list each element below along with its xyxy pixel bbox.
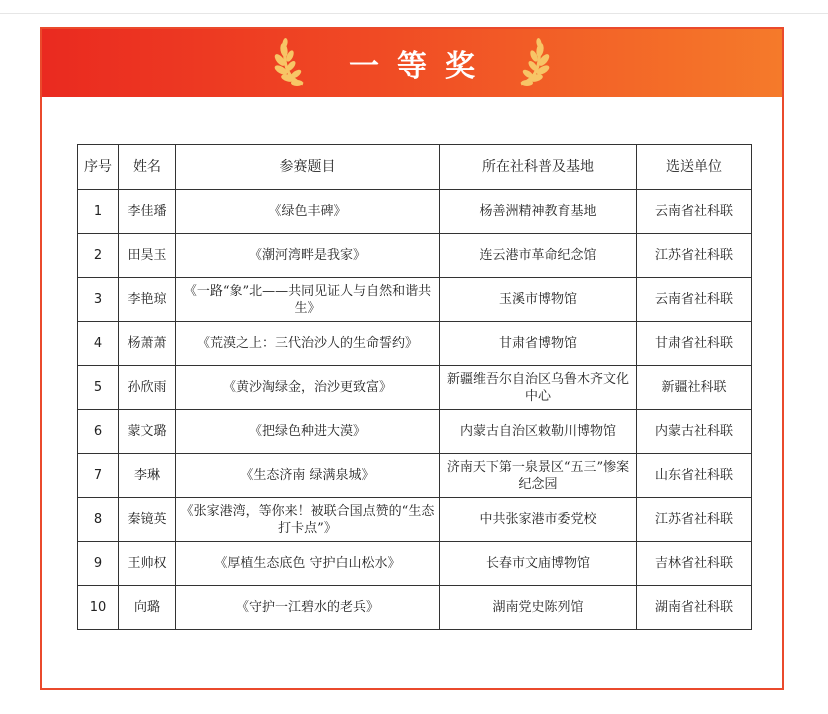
cell-title: 《守护一江碧水的老兵》 [176,586,440,630]
cell-base: 玉溪市博物馆 [440,278,637,322]
cell-unit: 云南省社科联 [637,190,752,234]
cell-name: 李艳琼 [119,278,176,322]
cell-base: 杨善洲精神教育基地 [440,190,637,234]
cell-base: 内蒙古自治区敕勒川博物馆 [440,410,637,454]
award-title: 一等奖 [349,49,493,84]
header-base: 所在社科普及基地 [440,145,637,190]
table-row [78,366,752,410]
laurel-right-icon [507,38,551,88]
table-row [78,322,752,366]
cell-name: 王帅权 [119,542,176,586]
table-row [78,278,752,322]
cell-index: 10 [78,586,119,630]
header-index: 序号 [78,145,119,190]
cell-name: 李佳璠 [119,190,176,234]
table-row [78,454,752,498]
cell-index: 5 [78,366,119,410]
cell-title: 《张家港湾，等你来！被联合国点赞的“生态打卡点”》 [176,498,440,542]
cell-title: 《把绿色种进大漠》 [176,410,440,454]
cell-base: 连云港市革命纪念馆 [440,234,637,278]
cell-index: 6 [78,410,119,454]
table-row [78,410,752,454]
cell-title: 《潮河湾畔是我家》 [176,234,440,278]
cell-name: 孙欣雨 [119,366,176,410]
cell-title: 《绿色丰碑》 [176,190,440,234]
cell-index: 1 [78,190,119,234]
cell-index: 7 [78,454,119,498]
table-row [78,190,752,234]
cell-name: 田昊玉 [119,234,176,278]
cell-title: 《一路“象”北——共同见证人与自然和谐共生》 [176,278,440,322]
cell-base: 长春市文庙博物馆 [440,542,637,586]
cell-index: 9 [78,542,119,586]
cell-base: 湖南党史陈列馆 [440,586,637,630]
laurel-left-icon [273,38,317,88]
cell-index: 2 [78,234,119,278]
cell-unit: 山东省社科联 [637,454,752,498]
cell-unit: 云南省社科联 [637,278,752,322]
cell-unit: 江苏省社科联 [637,234,752,278]
cell-base: 济南天下第一泉景区“五三”惨案纪念园 [440,454,637,498]
header-name: 姓名 [119,145,176,190]
cell-unit: 江苏省社科联 [637,498,752,542]
cell-title: 《荒漠之上：三代治沙人的生命誓约》 [176,322,440,366]
cell-index: 3 [78,278,119,322]
cell-unit: 内蒙古社科联 [637,410,752,454]
cell-index: 4 [78,322,119,366]
cell-unit: 新疆社科联 [637,366,752,410]
cell-base: 中共张家港市委党校 [440,498,637,542]
cell-unit: 湖南省社科联 [637,586,752,630]
table-row [78,498,752,542]
cell-unit: 吉林省社科联 [637,542,752,586]
table-header-row [78,145,752,190]
header-title: 参赛题目 [176,145,440,190]
cell-name: 杨萧萧 [119,322,176,366]
cell-title: 《生态济南 绿满泉城》 [176,454,440,498]
cell-unit: 甘肃省社科联 [637,322,752,366]
cell-name: 李琳 [119,454,176,498]
award-card [40,27,784,690]
table-row [78,586,752,630]
cell-title: 《黄沙淘绿金，治沙更致富》 [176,366,440,410]
top-divider [0,13,828,14]
cell-name: 秦镜英 [119,498,176,542]
cell-title: 《厚植生态底色 守护白山松水》 [176,542,440,586]
award-banner [42,29,782,97]
cell-index: 8 [78,498,119,542]
award-table [77,144,752,630]
table-body [78,190,752,630]
table-row [78,542,752,586]
cell-name: 向璐 [119,586,176,630]
header-unit: 选送单位 [637,145,752,190]
table-row [78,234,752,278]
cell-base: 甘肃省博物馆 [440,322,637,366]
cell-name: 蒙文璐 [119,410,176,454]
cell-base: 新疆维吾尔自治区乌鲁木齐文化中心 [440,366,637,410]
